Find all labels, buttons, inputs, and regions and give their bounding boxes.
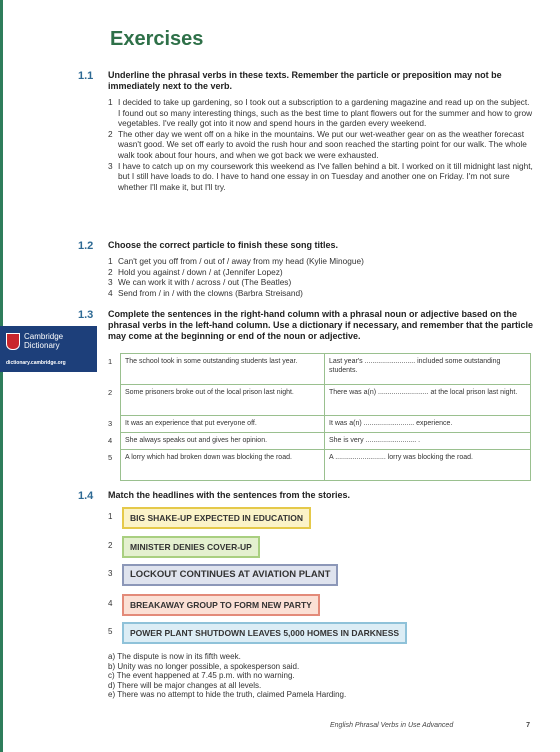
left-cell: It was an experience that put everyone off.	[121, 416, 325, 433]
page-edge-rule	[0, 0, 3, 752]
badge-line-2: Dictionary	[24, 341, 60, 350]
page-footer	[330, 722, 530, 729]
table-row: 3 It was an experience that put everyone off. It was a(n) .......................... experience.	[108, 416, 531, 433]
exercise-1-4	[78, 490, 533, 501]
book-title: English Phrasal Verbs in Use Advanced	[330, 722, 454, 729]
headline-box: BREAKAWAY GROUP TO FORM NEW PARTY	[122, 594, 320, 616]
list-item: 1 I decided to take up gardening, so I took out a subscription to a gardening magazine and read up on the subject. I found out so many interesting things, such as the best time to plant flowers out for the summer and how to grow vegetables. I've really got into it now and spend hours in the garden every weekend.	[108, 97, 533, 129]
table-row: 2 Some prisoners broke out of the local prison last night. There was a(n) .......................... at the local prison last night.	[108, 385, 531, 416]
list-item: b) Unity was no longer possible, a spokesperson said.	[108, 661, 300, 671]
exercise-1-2	[78, 240, 533, 298]
headline-box: LOCKOUT CONTINUES AT AVIATION PLANT	[122, 564, 338, 586]
exercise-number: 1.3	[78, 309, 94, 321]
page-number: 7	[526, 722, 530, 729]
list-item: 3 We can work it with / across / out (The Beatles)	[108, 277, 292, 288]
list-item: d) There will be major changes at all levels.	[108, 680, 262, 690]
exercise-1-1	[78, 70, 533, 192]
list-item: 4 Send from / in / with the clowns (Barbra Streisand)	[108, 287, 303, 298]
left-cell: She always speaks out and gives her opinion.	[121, 433, 325, 450]
text-list	[108, 97, 533, 192]
table-row: 1 The school took in some outstanding students last year. Last year's .......................... included some outstanding students.	[108, 354, 531, 385]
exercise-instruction: Match the headlines with the sentences from the stories.	[108, 490, 351, 500]
exercise-instruction: Choose the correct particle to finish these song titles.	[108, 240, 339, 250]
table-row: 5 A lorry which had broken down was blocking the road. A .......................... lorry was blocking the road.	[108, 450, 531, 481]
headline-box: POWER PLANT SHUTDOWN LEAVES 5,000 HOMES IN DARKNESS	[122, 622, 407, 644]
list-item: 2 Hold you against / down / at (Jennifer Lopez)	[108, 266, 283, 277]
badge-line-1: Cambridge	[24, 332, 64, 341]
list-item: 2 The other day we went off on a hike in the mountains. We put our wet-weather gear on as the weather forecast wasn't good. We set off early to avoid the rush hour and soon reached the starting point for our walk. The whole walk took about four hours, and when we got back we were exhausted.	[108, 128, 527, 160]
exercise-instruction: Underline the phrasal verbs in these texts. Remember the particle or preposition may not be immediately next to the verb.	[108, 70, 502, 91]
right-cell: There was a(n) .......................... at the local prison last night.	[325, 385, 531, 416]
table-row: 4 She always speaks out and gives her opinion. She is very .......................... .	[108, 433, 531, 450]
left-cell: The school took in some outstanding students last year.	[121, 354, 325, 385]
right-cell: She is very .......................... .	[325, 433, 531, 450]
exercise-number: 1.2	[78, 240, 94, 252]
badge-url: dictionary.cambridge.org	[6, 360, 66, 366]
list-item: 1 Can't get you off from / out of / away from my head (Kylie Minogue)	[108, 256, 364, 266]
list-item: 3 I have to catch up on my coursework this weekend as I've fallen behind a bit. I worked on it till midnight last night, but I still have loads to do. I have to hand one essay in on Tuesday and another one on Friday. I'm not sure whether I'll make it, but I'll try.	[108, 160, 533, 192]
exercise-instruction: Complete the sentences in the right-hand column with a phrasal noun or adjective based on the phrasal verbs in the left-hand column. Use a dictionary if necessary, and remember that the particle may come at the beginning or end of the noun or adjective.	[108, 309, 533, 341]
list-item: e) There was no attempt to hide the truth, claimed Pamela Harding.	[108, 690, 347, 700]
right-cell: A .......................... lorry was blocking the road.	[325, 450, 531, 481]
phrasal-noun-table	[108, 353, 531, 481]
right-cell: Last year's .......................... included some outstanding students.	[325, 354, 531, 385]
cambridge-crest-icon	[6, 333, 20, 350]
song-list	[108, 256, 533, 298]
list-item: c) The event happened at 7.45 p.m. with no warning.	[108, 671, 295, 681]
exercise-1-3	[78, 309, 533, 342]
exercise-number: 1.1	[78, 70, 94, 82]
exercise-number: 1.4	[78, 490, 94, 502]
page-title: Exercises	[110, 28, 204, 50]
headline-box: MINISTER DENIES COVER-UP	[122, 536, 260, 558]
list-item: a) The dispute is now in its fifth week.	[108, 652, 241, 661]
right-cell: It was a(n) .......................... experience.	[325, 416, 531, 433]
headline-box: BIG SHAKE-UP EXPECTED IN EDUCATION	[122, 507, 311, 529]
left-cell: A lorry which had broken down was blocking the road.	[121, 450, 325, 481]
left-cell: Some prisoners broke out of the local prison last night.	[121, 385, 325, 416]
sentence-list	[108, 652, 346, 700]
